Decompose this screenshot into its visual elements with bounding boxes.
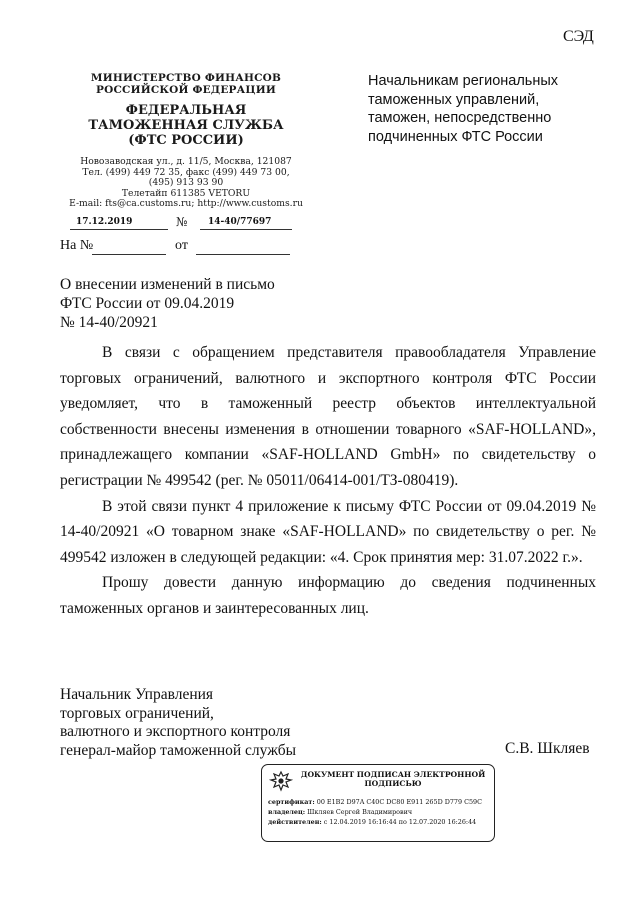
signatory-position: Начальник Управления торговых ограничений, валютного и экспортного контроля генерал-майор таможенной службы <box>60 686 296 759</box>
reply-reference-line <box>60 238 292 258</box>
signatory-name: С.В. Шкляев <box>505 740 590 757</box>
service-address: Новозаводская ул., д. 11/5, Москва, 121087 Тел. (499) 449 72 35, факс (499) 449 73 00, (495) 913 93 90 Телетайп 611385 VETORU E-mail: fts@ca.customs.ru; http://www.customs.ru <box>69 156 303 209</box>
registration-line <box>70 215 292 231</box>
letter-subject: О внесении изменений в письмо ФТС России от 09.04.2019 № 14-40/20921 <box>60 276 275 331</box>
from-label: от <box>175 238 188 253</box>
letter-number: 14-40/77697 <box>208 217 272 227</box>
body-paragraph: В этой связи пункт 4 приложение к письму ФТС России от 09.04.2019 № 14-40/20921 «О товарном знаке «SAF-HOLLAND» по свидетельству о рег. № 499542 изложен в следующей редакции: «4. Срок принятия мер: 31.07.2022 г.». <box>60 497 596 566</box>
body-paragraph: Прошу довести данную информацию до сведения подчиненных таможенных органов и заинтересованных лиц. <box>60 574 596 617</box>
owner-row: владелец: Шкляев Сергей Владимирович <box>268 808 413 816</box>
letter-body <box>60 340 596 622</box>
letter-date: 17.12.2019 <box>76 217 133 227</box>
stamp-title: ДОКУМЕНТ ПОДПИСАН ЭЛЕКТРОННОЙ ПОДПИСЬЮ <box>300 770 486 788</box>
reply-label: На № <box>60 238 94 253</box>
stamp-details <box>268 797 490 827</box>
letterhead <box>60 72 312 210</box>
reply-date-blank <box>196 254 290 255</box>
electronic-signature-stamp <box>261 764 495 842</box>
ministry-name: МИНИСТЕРСТВО ФИНАНСОВ РОССИЙСКОЙ ФЕДЕРАЦИИ <box>90 72 282 96</box>
number-underline <box>200 229 292 230</box>
addressee-block: Начальникам региональных таможенных управлений, таможен, непосредственно подчиненных ФТС России <box>368 73 559 145</box>
date-underline <box>70 229 168 230</box>
certificate-row: сертификат: 00 E1B2 D97A C40C DC80 E911 265D D779 C59C <box>268 798 482 806</box>
service-name: ФЕДЕРАЛЬНАЯ ТАМОЖЕННАЯ СЛУЖБА (ФТС РОССИИ) <box>88 103 284 148</box>
number-sign: № <box>176 215 188 229</box>
validity-row: действителен: с 12.04.2019 16:16:44 по 12.07.2020 16:26:44 <box>268 818 477 826</box>
eagle-emblem-icon <box>269 769 293 793</box>
body-paragraph: В связи с обращением представителя правообладателя Управление торговых ограничений, валютного и экспортного контроля ФТС России уведомляет, что в таможенный реестр объектов интеллектуальной собственности внесены изменения в отношении товарного «SAF-HOLLAND», принадлежащего компании «SAF-HOLLAND GmbH» по свидетельству о регистрации № 499542 (рег. № 05011/06414-001/ТЗ-080419). <box>60 344 596 489</box>
sed-mark: СЭД <box>563 28 594 45</box>
reply-number-blank <box>92 254 166 255</box>
